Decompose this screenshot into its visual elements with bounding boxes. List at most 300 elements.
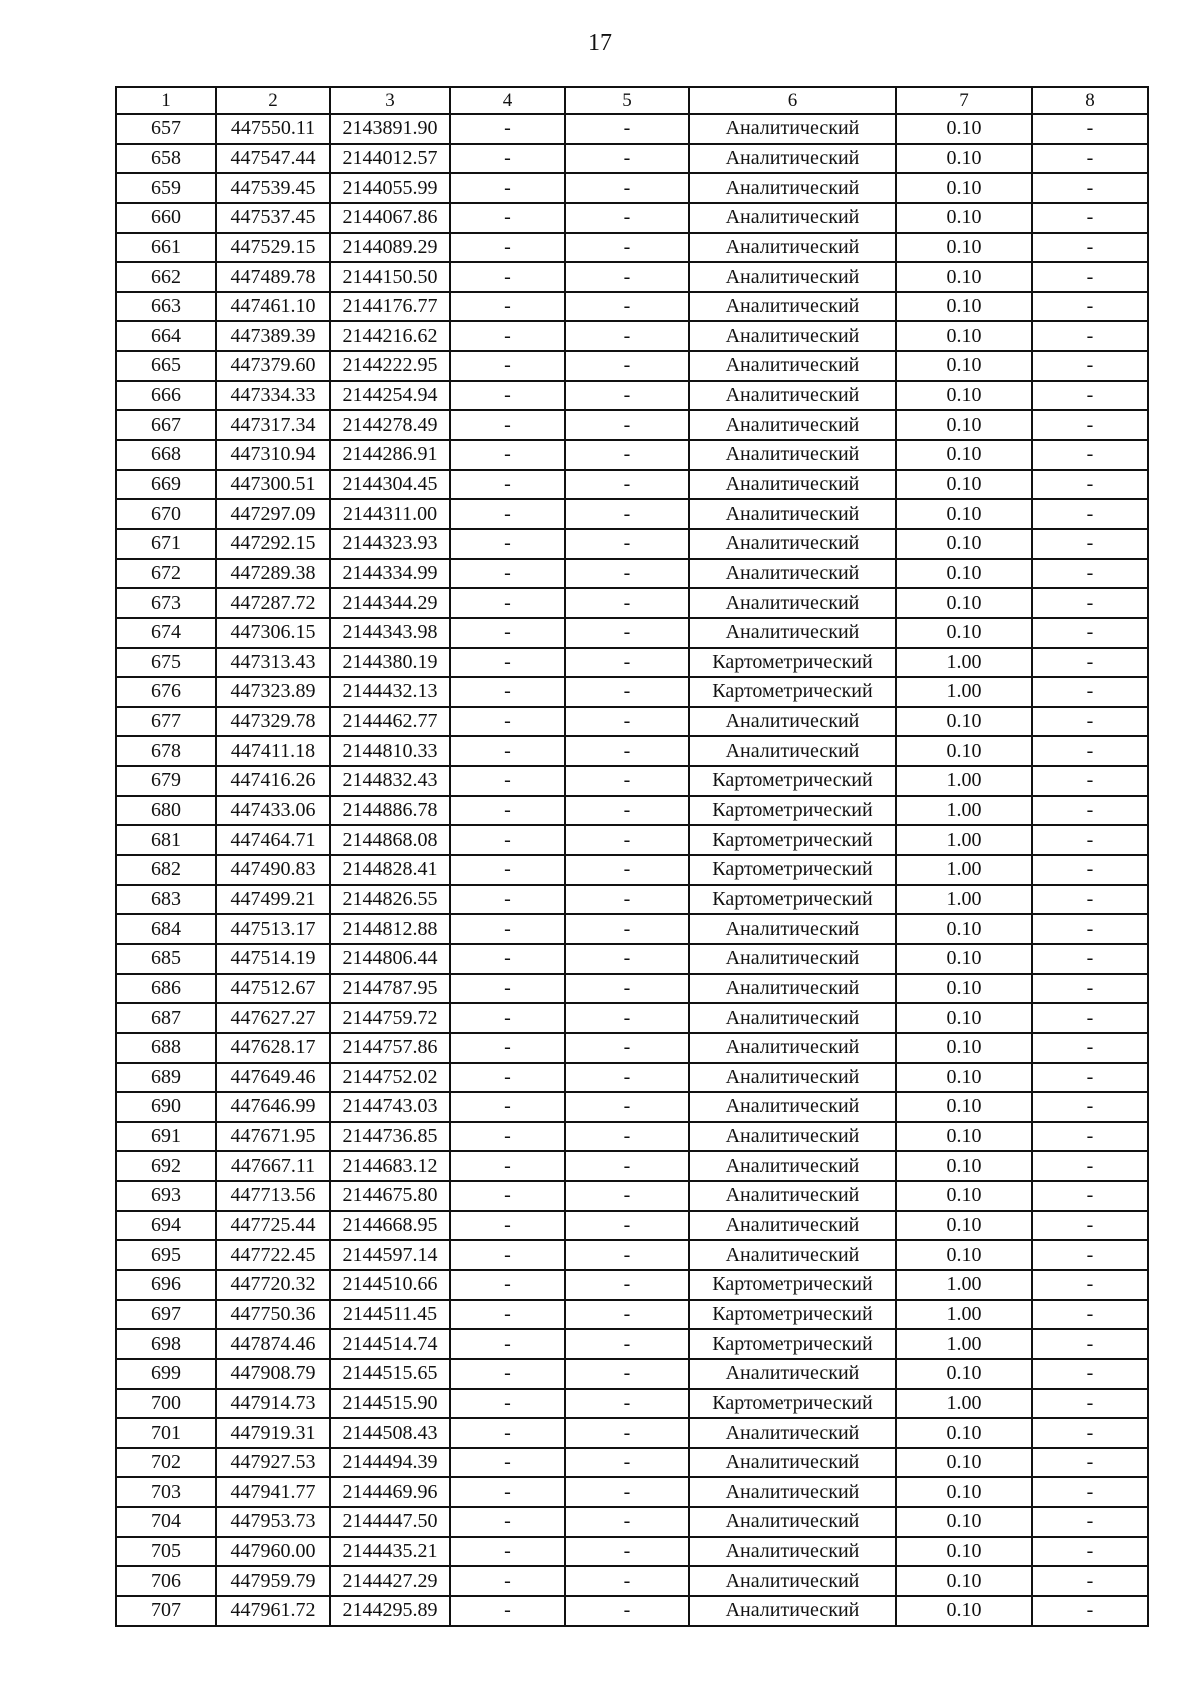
column-4-value-cell: - [450, 1359, 565, 1389]
method-cell: Аналитический [689, 1240, 896, 1270]
y-coordinate-cell: 2144311.00 [330, 499, 450, 529]
method-cell: Аналитический [689, 173, 896, 203]
y-coordinate-cell: 2144826.55 [330, 885, 450, 915]
column-4-value-cell: - [450, 470, 565, 500]
method-cell: Аналитический [689, 440, 896, 470]
column-8-value-cell: - [1032, 1211, 1148, 1241]
x-coordinate-cell: 447941.77 [216, 1477, 330, 1507]
x-coordinate-cell: 447547.44 [216, 144, 330, 174]
accuracy-cell: 0.10 [896, 1566, 1032, 1596]
x-coordinate-cell: 447953.73 [216, 1507, 330, 1537]
table-row [116, 855, 1148, 885]
column-8-value-cell: - [1032, 1151, 1148, 1181]
method-cell: Аналитический [689, 736, 896, 766]
x-coordinate-cell: 447750.36 [216, 1300, 330, 1330]
point-number-cell: 660 [116, 203, 216, 233]
y-coordinate-cell: 2144435.21 [330, 1537, 450, 1567]
y-coordinate-cell: 2144295.89 [330, 1596, 450, 1626]
column-4-value-cell: - [450, 203, 565, 233]
point-number-cell: 681 [116, 825, 216, 855]
point-number-cell: 692 [116, 1151, 216, 1181]
column-4-value-cell: - [450, 173, 565, 203]
x-coordinate-cell: 447529.15 [216, 233, 330, 263]
point-number-cell: 706 [116, 1566, 216, 1596]
point-number-cell: 659 [116, 173, 216, 203]
y-coordinate-cell: 2144216.62 [330, 321, 450, 351]
column-5-value-cell: - [565, 648, 689, 678]
x-coordinate-cell: 447914.73 [216, 1389, 330, 1419]
x-coordinate-cell: 447649.46 [216, 1063, 330, 1093]
column-4-value-cell: - [450, 1122, 565, 1152]
point-number-cell: 680 [116, 796, 216, 826]
x-coordinate-cell: 447720.32 [216, 1270, 330, 1300]
column-8-value-cell: - [1032, 1270, 1148, 1300]
table-row [116, 233, 1148, 263]
column-5-value-cell: - [565, 292, 689, 322]
point-number-cell: 702 [116, 1448, 216, 1478]
method-cell: Аналитический [689, 1033, 896, 1063]
method-cell: Картометрический [689, 1270, 896, 1300]
table-row [116, 1181, 1148, 1211]
accuracy-cell: 0.10 [896, 1596, 1032, 1626]
point-number-cell: 703 [116, 1477, 216, 1507]
method-cell: Аналитический [689, 1537, 896, 1567]
y-coordinate-cell: 2144736.85 [330, 1122, 450, 1152]
method-cell: Аналитический [689, 1477, 896, 1507]
column-5-value-cell: - [565, 1359, 689, 1389]
accuracy-cell: 0.10 [896, 914, 1032, 944]
x-coordinate-cell: 447713.56 [216, 1181, 330, 1211]
table-row [116, 292, 1148, 322]
point-number-cell: 689 [116, 1063, 216, 1093]
column-8-value-cell: - [1032, 381, 1148, 411]
column-header: 7 [896, 87, 1032, 114]
table-row [116, 1507, 1148, 1537]
x-coordinate-cell: 447513.17 [216, 914, 330, 944]
y-coordinate-cell: 2144514.74 [330, 1329, 450, 1359]
point-number-cell: 666 [116, 381, 216, 411]
table-row [116, 559, 1148, 589]
column-4-value-cell: - [450, 381, 565, 411]
x-coordinate-cell: 447461.10 [216, 292, 330, 322]
point-number-cell: 687 [116, 1003, 216, 1033]
y-coordinate-cell: 2144668.95 [330, 1211, 450, 1241]
method-cell: Аналитический [689, 203, 896, 233]
method-cell: Аналитический [689, 114, 896, 144]
table-row [116, 618, 1148, 648]
column-4-value-cell: - [450, 1566, 565, 1596]
accuracy-cell: 0.10 [896, 1240, 1032, 1270]
accuracy-cell: 1.00 [896, 1270, 1032, 1300]
column-5-value-cell: - [565, 1448, 689, 1478]
column-5-value-cell: - [565, 974, 689, 1004]
column-4-value-cell: - [450, 825, 565, 855]
y-coordinate-cell: 2144812.88 [330, 914, 450, 944]
accuracy-cell: 1.00 [896, 796, 1032, 826]
column-5-value-cell: - [565, 736, 689, 766]
method-cell: Картометрический [689, 1329, 896, 1359]
column-4-value-cell: - [450, 1477, 565, 1507]
point-number-cell: 701 [116, 1418, 216, 1448]
y-coordinate-cell: 2144254.94 [330, 381, 450, 411]
method-cell: Картометрический [689, 796, 896, 826]
method-cell: Аналитический [689, 1211, 896, 1241]
column-5-value-cell: - [565, 144, 689, 174]
table-row [116, 1389, 1148, 1419]
y-coordinate-cell: 2144286.91 [330, 440, 450, 470]
column-8-value-cell: - [1032, 707, 1148, 737]
column-5-value-cell: - [565, 1507, 689, 1537]
x-coordinate-cell: 447539.45 [216, 173, 330, 203]
accuracy-cell: 1.00 [896, 677, 1032, 707]
y-coordinate-cell: 2144494.39 [330, 1448, 450, 1478]
point-number-cell: 685 [116, 944, 216, 974]
method-cell: Аналитический [689, 1507, 896, 1537]
y-coordinate-cell: 2144757.86 [330, 1033, 450, 1063]
table-row [116, 914, 1148, 944]
column-4-value-cell: - [450, 588, 565, 618]
x-coordinate-cell: 447874.46 [216, 1329, 330, 1359]
x-coordinate-cell: 447306.15 [216, 618, 330, 648]
x-coordinate-cell: 447646.99 [216, 1092, 330, 1122]
column-4-value-cell: - [450, 1300, 565, 1330]
table-row [116, 1329, 1148, 1359]
y-coordinate-cell: 2144427.29 [330, 1566, 450, 1596]
column-8-value-cell: - [1032, 1033, 1148, 1063]
method-cell: Аналитический [689, 292, 896, 322]
table-row [116, 1477, 1148, 1507]
column-8-value-cell: - [1032, 1122, 1148, 1152]
accuracy-cell: 0.10 [896, 974, 1032, 1004]
column-8-value-cell: - [1032, 1359, 1148, 1389]
column-5-value-cell: - [565, 1329, 689, 1359]
y-coordinate-cell: 2144810.33 [330, 736, 450, 766]
column-8-value-cell: - [1032, 885, 1148, 915]
column-4-value-cell: - [450, 944, 565, 974]
table-row [116, 974, 1148, 1004]
table-row [116, 1359, 1148, 1389]
column-4-value-cell: - [450, 1329, 565, 1359]
method-cell: Картометрический [689, 855, 896, 885]
point-number-cell: 683 [116, 885, 216, 915]
column-8-value-cell: - [1032, 1240, 1148, 1270]
column-8-value-cell: - [1032, 1566, 1148, 1596]
column-5-value-cell: - [565, 796, 689, 826]
column-4-value-cell: - [450, 736, 565, 766]
accuracy-cell: 0.10 [896, 233, 1032, 263]
column-5-value-cell: - [565, 321, 689, 351]
y-coordinate-cell: 2144323.93 [330, 529, 450, 559]
column-8-value-cell: - [1032, 440, 1148, 470]
column-8-value-cell: - [1032, 1181, 1148, 1211]
y-coordinate-cell: 2144868.08 [330, 825, 450, 855]
table-row [116, 1063, 1148, 1093]
point-number-cell: 694 [116, 1211, 216, 1241]
method-cell: Картометрический [689, 677, 896, 707]
column-8-value-cell: - [1032, 144, 1148, 174]
column-5-value-cell: - [565, 1270, 689, 1300]
point-number-cell: 682 [116, 855, 216, 885]
column-4-value-cell: - [450, 440, 565, 470]
column-8-value-cell: - [1032, 1092, 1148, 1122]
column-8-value-cell: - [1032, 1596, 1148, 1626]
column-4-value-cell: - [450, 1033, 565, 1063]
column-5-value-cell: - [565, 114, 689, 144]
column-4-value-cell: - [450, 618, 565, 648]
accuracy-cell: 0.10 [896, 440, 1032, 470]
table-row [116, 825, 1148, 855]
column-5-value-cell: - [565, 1300, 689, 1330]
y-coordinate-cell: 2144510.66 [330, 1270, 450, 1300]
column-4-value-cell: - [450, 1270, 565, 1300]
point-number-cell: 696 [116, 1270, 216, 1300]
accuracy-cell: 0.10 [896, 618, 1032, 648]
accuracy-cell: 0.10 [896, 1507, 1032, 1537]
column-5-value-cell: - [565, 1537, 689, 1567]
point-number-cell: 691 [116, 1122, 216, 1152]
x-coordinate-cell: 447313.43 [216, 648, 330, 678]
x-coordinate-cell: 447550.11 [216, 114, 330, 144]
accuracy-cell: 0.10 [896, 321, 1032, 351]
column-4-value-cell: - [450, 351, 565, 381]
x-coordinate-cell: 447512.67 [216, 974, 330, 1004]
table-body [116, 114, 1148, 1626]
table-row [116, 440, 1148, 470]
x-coordinate-cell: 447297.09 [216, 499, 330, 529]
x-coordinate-cell: 447725.44 [216, 1211, 330, 1241]
y-coordinate-cell: 2144176.77 [330, 292, 450, 322]
accuracy-cell: 0.10 [896, 944, 1032, 974]
method-cell: Аналитический [689, 1596, 896, 1626]
column-5-value-cell: - [565, 1596, 689, 1626]
method-cell: Аналитический [689, 618, 896, 648]
page-number: 17 [588, 30, 612, 56]
accuracy-cell: 0.10 [896, 470, 1032, 500]
y-coordinate-cell: 2144304.45 [330, 470, 450, 500]
column-8-value-cell: - [1032, 588, 1148, 618]
accuracy-cell: 0.10 [896, 1537, 1032, 1567]
table-row [116, 1092, 1148, 1122]
column-8-value-cell: - [1032, 618, 1148, 648]
column-8-value-cell: - [1032, 1329, 1148, 1359]
x-coordinate-cell: 447722.45 [216, 1240, 330, 1270]
y-coordinate-cell: 2144344.29 [330, 588, 450, 618]
point-number-cell: 669 [116, 470, 216, 500]
method-cell: Аналитический [689, 144, 896, 174]
column-5-value-cell: - [565, 707, 689, 737]
point-number-cell: 672 [116, 559, 216, 589]
column-8-value-cell: - [1032, 1507, 1148, 1537]
column-8-value-cell: - [1032, 914, 1148, 944]
column-8-value-cell: - [1032, 1003, 1148, 1033]
method-cell: Аналитический [689, 974, 896, 1004]
column-5-value-cell: - [565, 1389, 689, 1419]
x-coordinate-cell: 447499.21 [216, 885, 330, 915]
table-row [116, 499, 1148, 529]
table-header-row [116, 87, 1148, 114]
accuracy-cell: 0.10 [896, 707, 1032, 737]
y-coordinate-cell: 2144675.80 [330, 1181, 450, 1211]
x-coordinate-cell: 447416.26 [216, 766, 330, 796]
column-8-value-cell: - [1032, 499, 1148, 529]
point-number-cell: 686 [116, 974, 216, 1004]
table-row [116, 470, 1148, 500]
accuracy-cell: 1.00 [896, 1300, 1032, 1330]
point-number-cell: 698 [116, 1329, 216, 1359]
y-coordinate-cell: 2144067.86 [330, 203, 450, 233]
column-4-value-cell: - [450, 974, 565, 1004]
accuracy-cell: 0.10 [896, 262, 1032, 292]
method-cell: Аналитический [689, 914, 896, 944]
table-row [116, 1240, 1148, 1270]
x-coordinate-cell: 447292.15 [216, 529, 330, 559]
accuracy-cell: 0.10 [896, 1151, 1032, 1181]
accuracy-cell: 0.10 [896, 736, 1032, 766]
method-cell: Аналитический [689, 1359, 896, 1389]
method-cell: Аналитический [689, 559, 896, 589]
accuracy-cell: 1.00 [896, 766, 1032, 796]
x-coordinate-cell: 447411.18 [216, 736, 330, 766]
x-coordinate-cell: 447908.79 [216, 1359, 330, 1389]
column-5-value-cell: - [565, 1003, 689, 1033]
x-coordinate-cell: 447490.83 [216, 855, 330, 885]
column-5-value-cell: - [565, 499, 689, 529]
column-8-value-cell: - [1032, 203, 1148, 233]
y-coordinate-cell: 2144469.96 [330, 1477, 450, 1507]
column-4-value-cell: - [450, 1151, 565, 1181]
table-row [116, 648, 1148, 678]
x-coordinate-cell: 447317.34 [216, 410, 330, 440]
y-coordinate-cell: 2144055.99 [330, 173, 450, 203]
table-row [116, 885, 1148, 915]
column-5-value-cell: - [565, 914, 689, 944]
column-8-value-cell: - [1032, 321, 1148, 351]
accuracy-cell: 1.00 [896, 885, 1032, 915]
point-number-cell: 667 [116, 410, 216, 440]
accuracy-cell: 1.00 [896, 1329, 1032, 1359]
accuracy-cell: 0.10 [896, 1092, 1032, 1122]
method-cell: Аналитический [689, 529, 896, 559]
accuracy-cell: 0.10 [896, 144, 1032, 174]
column-8-value-cell: - [1032, 114, 1148, 144]
point-number-cell: 704 [116, 1507, 216, 1537]
method-cell: Аналитический [689, 1448, 896, 1478]
column-8-value-cell: - [1032, 648, 1148, 678]
column-8-value-cell: - [1032, 796, 1148, 826]
table-row [116, 1122, 1148, 1152]
point-number-cell: 684 [116, 914, 216, 944]
method-cell: Картометрический [689, 885, 896, 915]
column-5-value-cell: - [565, 440, 689, 470]
point-number-cell: 665 [116, 351, 216, 381]
method-cell: Аналитический [689, 1003, 896, 1033]
column-8-value-cell: - [1032, 677, 1148, 707]
point-number-cell: 673 [116, 588, 216, 618]
accuracy-cell: 1.00 [896, 648, 1032, 678]
point-number-cell: 699 [116, 1359, 216, 1389]
column-4-value-cell: - [450, 114, 565, 144]
table-row [116, 677, 1148, 707]
column-8-value-cell: - [1032, 410, 1148, 440]
y-coordinate-cell: 2144343.98 [330, 618, 450, 648]
column-5-value-cell: - [565, 825, 689, 855]
column-5-value-cell: - [565, 1566, 689, 1596]
point-number-cell: 675 [116, 648, 216, 678]
y-coordinate-cell: 2144806.44 [330, 944, 450, 974]
table-row [116, 1448, 1148, 1478]
method-cell: Аналитический [689, 1092, 896, 1122]
accuracy-cell: 0.10 [896, 351, 1032, 381]
column-4-value-cell: - [450, 233, 565, 263]
column-5-value-cell: - [565, 1418, 689, 1448]
x-coordinate-cell: 447961.72 [216, 1596, 330, 1626]
point-number-cell: 670 [116, 499, 216, 529]
y-coordinate-cell: 2143891.90 [330, 114, 450, 144]
column-4-value-cell: - [450, 1063, 565, 1093]
point-number-cell: 705 [116, 1537, 216, 1567]
column-5-value-cell: - [565, 351, 689, 381]
x-coordinate-cell: 447329.78 [216, 707, 330, 737]
y-coordinate-cell: 2144683.12 [330, 1151, 450, 1181]
column-4-value-cell: - [450, 766, 565, 796]
accuracy-cell: 0.10 [896, 529, 1032, 559]
coordinates-table [115, 86, 1149, 1627]
column-8-value-cell: - [1032, 1537, 1148, 1567]
x-coordinate-cell: 447919.31 [216, 1418, 330, 1448]
column-5-value-cell: - [565, 1122, 689, 1152]
column-4-value-cell: - [450, 144, 565, 174]
x-coordinate-cell: 447960.00 [216, 1537, 330, 1567]
table-row [116, 1596, 1148, 1626]
column-8-value-cell: - [1032, 974, 1148, 1004]
accuracy-cell: 0.10 [896, 499, 1032, 529]
method-cell: Аналитический [689, 262, 896, 292]
accuracy-cell: 0.10 [896, 1359, 1032, 1389]
method-cell: Картометрический [689, 766, 896, 796]
x-coordinate-cell: 447464.71 [216, 825, 330, 855]
column-5-value-cell: - [565, 766, 689, 796]
column-5-value-cell: - [565, 588, 689, 618]
column-4-value-cell: - [450, 914, 565, 944]
table-row [116, 1537, 1148, 1567]
column-5-value-cell: - [565, 618, 689, 648]
column-5-value-cell: - [565, 1181, 689, 1211]
method-cell: Аналитический [689, 321, 896, 351]
table-row [116, 114, 1148, 144]
accuracy-cell: 0.10 [896, 1033, 1032, 1063]
column-4-value-cell: - [450, 1389, 565, 1419]
column-4-value-cell: - [450, 499, 565, 529]
column-8-value-cell: - [1032, 1448, 1148, 1478]
column-8-value-cell: - [1032, 944, 1148, 974]
method-cell: Картометрический [689, 1300, 896, 1330]
y-coordinate-cell: 2144380.19 [330, 648, 450, 678]
y-coordinate-cell: 2144089.29 [330, 233, 450, 263]
table-row [116, 262, 1148, 292]
x-coordinate-cell: 447433.06 [216, 796, 330, 826]
column-4-value-cell: - [450, 1507, 565, 1537]
column-4-value-cell: - [450, 677, 565, 707]
method-cell: Картометрический [689, 648, 896, 678]
point-number-cell: 697 [116, 1300, 216, 1330]
accuracy-cell: 1.00 [896, 1389, 1032, 1419]
accuracy-cell: 0.10 [896, 114, 1032, 144]
table-row [116, 321, 1148, 351]
y-coordinate-cell: 2144278.49 [330, 410, 450, 440]
column-8-value-cell: - [1032, 292, 1148, 322]
column-4-value-cell: - [450, 262, 565, 292]
column-5-value-cell: - [565, 233, 689, 263]
